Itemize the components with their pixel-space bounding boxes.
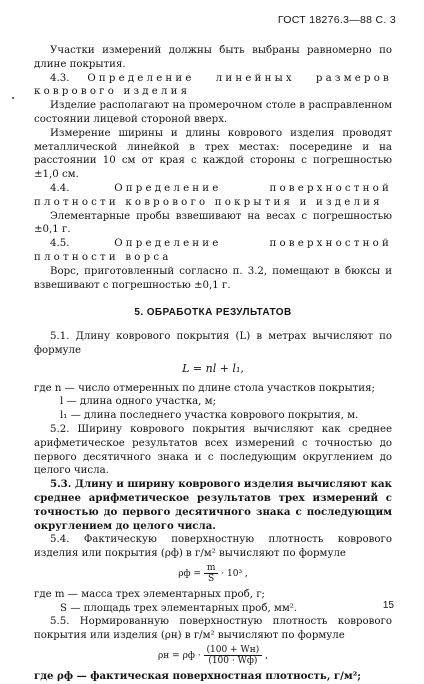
- paragraph-8: Ворс, приготовленный согласно п. 3.2, помещают в бюксы и взвешивают с погрешностью ±0,1 г.: [34, 265, 392, 291]
- clause-5-3: 5.3. Длину и ширину коврового изделия вычисляют как среднее арифметическое результатов трех измерений с точностью до первого десятичного знака с последующим округлением до целого числа.: [34, 478, 392, 532]
- definition-row: где ρф — фактическая поверхностная плотность, г/м²;: [34, 670, 361, 683]
- formula-left: ρф =: [178, 568, 201, 579]
- clause-5-2: 5.2. Ширину коврового покрытия вычисляют как среднее арифметическое результатов всех измерений с точностью до первого десятичного знака и с последующим округлением до целого числа.: [34, 423, 392, 477]
- definition-row: l — длина одного участка, м;: [60, 396, 217, 408]
- paragraph-3: Изделие располагают на промерочном столе в расправленном состоянии лицевой стороной вверх.: [34, 100, 392, 125]
- clause-number: 4.5.: [50, 238, 70, 250]
- clause-4-5: [34, 237, 392, 265]
- formula-right: · 10³ ,: [221, 568, 248, 579]
- document-body: [34, 44, 392, 684]
- fraction-numerator: (100 + Wн): [204, 645, 263, 656]
- formula-left: ρн = ρф ·: [158, 651, 201, 662]
- fraction-numerator: m: [204, 563, 219, 574]
- formula-actual-density: [34, 563, 392, 584]
- clause-4-3: [34, 72, 392, 100]
- section-title: 5. ОБРАБОТКА РЕЗУЛЬТАТОВ: [134, 307, 292, 319]
- fraction-denominator: S: [208, 573, 215, 584]
- clause-5-5: 5.5. Нормированную поверхностную плотность коврового покрытия или изделия (ρн) в г/м² вычисляют по формуле: [34, 616, 392, 642]
- clause-number: 4.4.: [50, 182, 70, 194]
- paragraph-4: Измерение ширины и длины коврового изделия проводят металлической линейкой в трех местах: посередине и на расстоянии 10 см от края с каждой стороны с погрешностью ±1,0 см.: [34, 127, 392, 181]
- definition-row: l₁ — длина последнего участка коврового покрытия, м.: [60, 410, 359, 422]
- clause-title: Определение поверхностной плотности коврового покрытия и изделия: [34, 182, 392, 208]
- formula-fraction: [204, 645, 263, 666]
- clause-4-4: [34, 182, 392, 210]
- clause-5-4: 5.4. Фактическую поверхностную плотность коврового изделия или покрытия (ρф) в г/м² вычисляют по формуле: [34, 534, 392, 560]
- paragraph-6: Элементарные пробы взвешивают на весах с погрешностью ±0,1 г.: [34, 210, 392, 236]
- clause-title: Определение поверхностной плотности ворса: [34, 238, 392, 263]
- formula-right: ,: [265, 651, 268, 662]
- definition-row: где n — число отмеренных по длине стола участков покрытия;: [34, 382, 375, 394]
- margin-dot: [12, 97, 14, 99]
- clause-number: 4.3.: [50, 72, 70, 84]
- page-header: ГОСТ 18276.3—88 С. 3: [277, 14, 396, 26]
- definition-row: где m — масса трех элементарных проб, г;: [34, 588, 265, 600]
- formula-length: L = nl + l₁,: [182, 361, 244, 375]
- fraction-denominator: (100 · Wф): [208, 656, 258, 667]
- definitions-1: [34, 382, 392, 423]
- definition-row: S — площадь трех элементарных проб, мм².: [60, 602, 298, 614]
- definitions-2: [34, 588, 392, 616]
- paragraph-1: Участки измерений должны быть выбраны равномерно по длине покрытия.: [34, 45, 392, 70]
- formula-normalized-density: [34, 645, 392, 666]
- formula-fraction: [204, 563, 219, 584]
- clause-title: Определение линейных размеров коврового изделия: [34, 72, 392, 98]
- clause-5-1: 5.1. Длину коврового покрытия (L) в метрах вычисляют по формуле: [34, 331, 392, 356]
- page-number: 15: [382, 600, 394, 611]
